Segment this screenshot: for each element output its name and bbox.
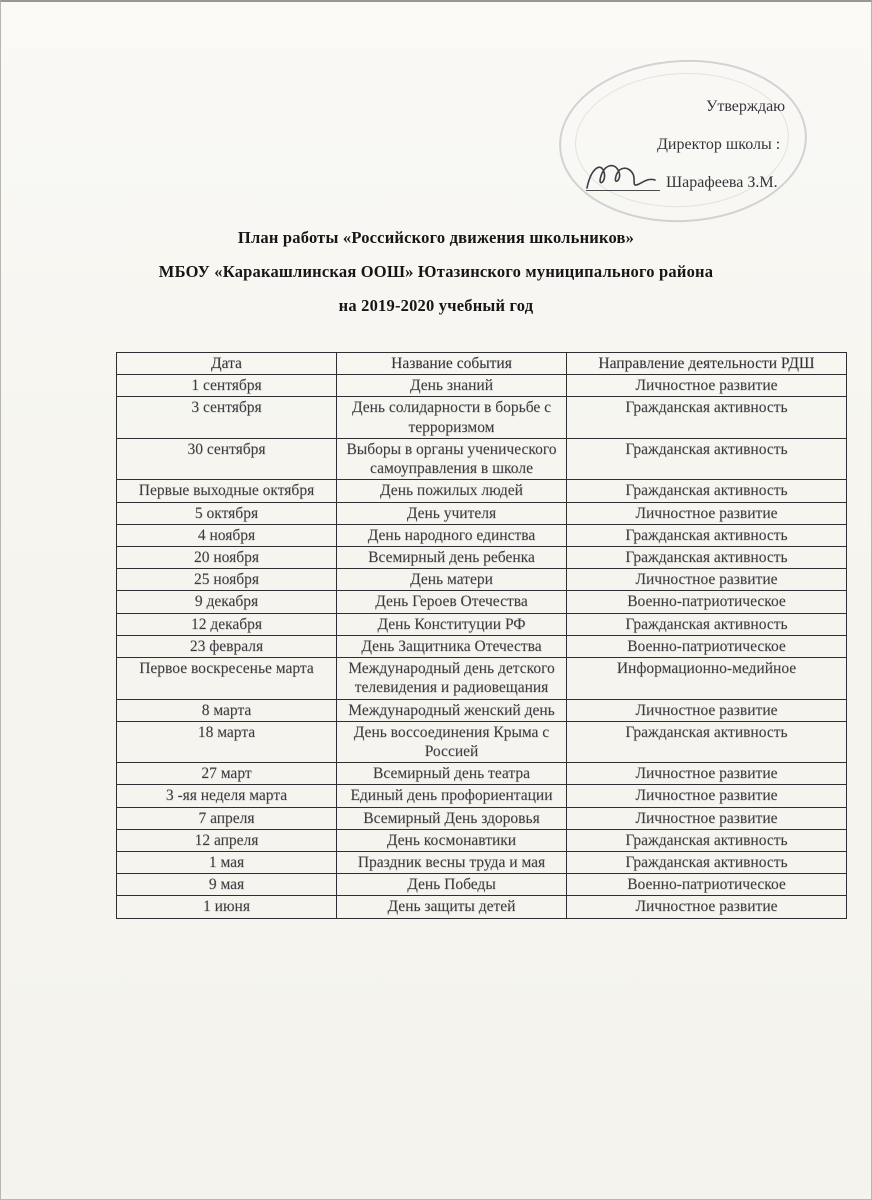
table-cell: 30 сентября bbox=[117, 438, 337, 479]
approval-signee-name: Шарафеева З.М. bbox=[666, 174, 778, 191]
table-row bbox=[117, 375, 847, 397]
table-cell: 1 мая bbox=[117, 852, 337, 874]
table-cell: Всемирный день театра bbox=[337, 763, 567, 785]
table-row bbox=[117, 721, 847, 762]
table-cell: 3 -яя неделя марта bbox=[117, 785, 337, 807]
table-cell: Первые выходные октября bbox=[117, 480, 337, 502]
table-row bbox=[117, 896, 847, 918]
table-cell: 23 февраля bbox=[117, 635, 337, 657]
table-cell: Личностное развитие bbox=[567, 502, 847, 524]
table-row bbox=[117, 785, 847, 807]
table-cell: Личностное развитие bbox=[567, 785, 847, 807]
table-cell: Личностное развитие bbox=[567, 807, 847, 829]
table-cell: 4 ноября bbox=[117, 524, 337, 546]
table-row bbox=[117, 591, 847, 613]
table-cell: День учителя bbox=[337, 502, 567, 524]
table-row bbox=[117, 569, 847, 591]
table-cell: Праздник весны труда и мая bbox=[337, 852, 567, 874]
table-cell: 25 ноября bbox=[117, 569, 337, 591]
table-row bbox=[117, 699, 847, 721]
approval-director-label: Директор школы : bbox=[657, 136, 781, 153]
table-cell: Гражданская активность bbox=[567, 852, 847, 874]
table-cell: Выборы в органы ученического самоуправления в школе bbox=[337, 438, 567, 479]
table-cell: 3 сентября bbox=[117, 397, 337, 438]
table-row bbox=[117, 874, 847, 896]
table-cell: Гражданская активность bbox=[567, 546, 847, 568]
table-cell: День Героев Отечества bbox=[337, 591, 567, 613]
table-cell: Личностное развитие bbox=[567, 699, 847, 721]
plan-table bbox=[116, 352, 847, 919]
table-row bbox=[117, 397, 847, 438]
table-row bbox=[117, 658, 847, 699]
table-cell: Международный женский день bbox=[337, 699, 567, 721]
table-cell: 18 марта bbox=[117, 721, 337, 762]
table-cell: Международный день детского телевидения и радиовещания bbox=[337, 658, 567, 699]
doc-title-line-3: на 2019-2020 учебный год bbox=[338, 296, 534, 315]
table-cell: Личностное развитие bbox=[567, 896, 847, 918]
table-cell: 5 октября bbox=[117, 502, 337, 524]
table-cell: Личностное развитие bbox=[567, 763, 847, 785]
table-cell: Гражданская активность bbox=[567, 721, 847, 762]
table-cell: День Победы bbox=[337, 874, 567, 896]
table-cell: День воссоединения Крыма с Россией bbox=[337, 721, 567, 762]
table-cell: Военно-патриотическое bbox=[567, 591, 847, 613]
signature-scribble bbox=[581, 154, 671, 198]
table-cell: День солидарности в борьбе с терроризмом bbox=[337, 397, 567, 438]
table-cell: 12 апреля bbox=[117, 829, 337, 851]
table-row bbox=[117, 852, 847, 874]
table-cell: 12 декабря bbox=[117, 613, 337, 635]
table-cell: Гражданская активность bbox=[567, 397, 847, 438]
table-cell: 1 июня bbox=[117, 896, 337, 918]
table-cell: День Конституции РФ bbox=[337, 613, 567, 635]
table-cell: День народного единства bbox=[337, 524, 567, 546]
table-cell: День Защитника Отечества bbox=[337, 635, 567, 657]
table-cell: День космонавтики bbox=[337, 829, 567, 851]
table-cell: Гражданская активность bbox=[567, 613, 847, 635]
table-cell: Информационно-медийное bbox=[567, 658, 847, 699]
header-date: Дата bbox=[117, 353, 337, 375]
table-cell: 9 мая bbox=[117, 874, 337, 896]
table-cell: 7 апреля bbox=[117, 807, 337, 829]
table-cell: Личностное развитие bbox=[567, 569, 847, 591]
table-cell: 9 декабря bbox=[117, 591, 337, 613]
table-row bbox=[117, 546, 847, 568]
table-cell: Гражданская активность bbox=[567, 480, 847, 502]
table-header-row bbox=[117, 353, 847, 375]
table-row bbox=[117, 613, 847, 635]
table-cell: День матери bbox=[337, 569, 567, 591]
table-row bbox=[117, 524, 847, 546]
table-cell: Военно-патриотическое bbox=[567, 635, 847, 657]
table-cell: Гражданская активность bbox=[567, 829, 847, 851]
doc-title-line-2: МБОУ «Каракашлинская ООШ» Ютазинского муниципального района bbox=[158, 262, 714, 281]
table-cell: Гражданская активность bbox=[567, 524, 847, 546]
table-row bbox=[117, 763, 847, 785]
table-row bbox=[117, 635, 847, 657]
table-row bbox=[117, 829, 847, 851]
plan-table-body bbox=[117, 375, 847, 918]
table-cell: 8 марта bbox=[117, 699, 337, 721]
table-row bbox=[117, 502, 847, 524]
table-cell: Гражданская активность bbox=[567, 438, 847, 479]
header-event: Название события bbox=[337, 353, 567, 375]
table-cell: Всемирный День здоровья bbox=[337, 807, 567, 829]
table-cell: 27 март bbox=[117, 763, 337, 785]
table-cell: Первое воскресенье марта bbox=[117, 658, 337, 699]
table-row bbox=[117, 438, 847, 479]
table-cell: День знаний bbox=[337, 375, 567, 397]
table-cell: День защиты детей bbox=[337, 896, 567, 918]
table-cell: Военно-патриотическое bbox=[567, 874, 847, 896]
table-cell: Всемирный день ребенка bbox=[337, 546, 567, 568]
signature-line bbox=[586, 190, 660, 191]
table-row bbox=[117, 807, 847, 829]
table-cell: 1 сентября bbox=[117, 375, 337, 397]
table-cell: Единый день профориентации bbox=[337, 785, 567, 807]
table-cell: День пожилых людей bbox=[337, 480, 567, 502]
table-cell: Личностное развитие bbox=[567, 375, 847, 397]
doc-title-line-1: План работы «Российского движения школьников» bbox=[237, 228, 635, 247]
approval-word: Утверждаю bbox=[706, 98, 786, 115]
table-row bbox=[117, 480, 847, 502]
table-cell: 20 ноября bbox=[117, 546, 337, 568]
header-direction: Направление деятельности РДШ bbox=[567, 353, 847, 375]
